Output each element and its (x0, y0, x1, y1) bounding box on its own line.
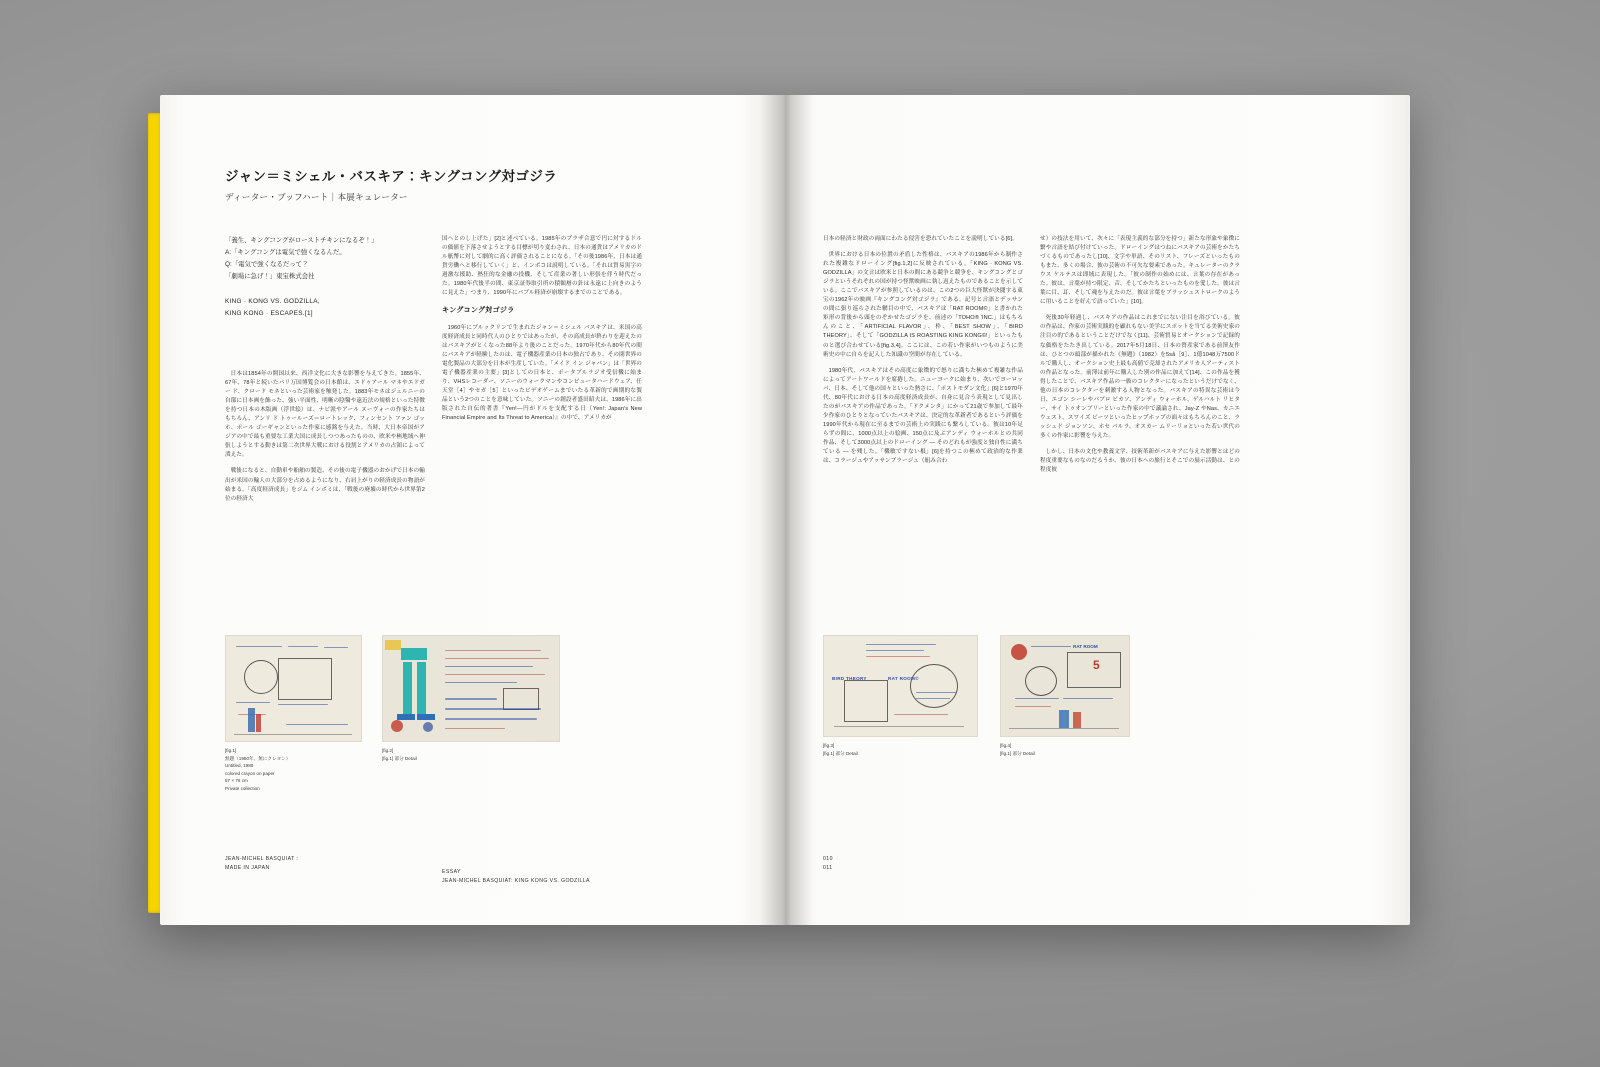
figure-3-caption (823, 742, 976, 757)
figure-4 (1000, 635, 1128, 757)
figure-2-line-1: [fig.1] 部分 Detail (382, 755, 417, 761)
running-head-center (442, 868, 590, 886)
figure-1 (225, 635, 360, 792)
right-column-one (823, 235, 1023, 675)
paragraph: 1980年代、バスキアはその高度に象徴的で怒りに満ちた極めて複雑な作品によってアートワールドを席捲した。ニューヨークに始まり、次いでヨーロッパ、日本、そして他の国々といった熱さに、「ポストモダン文化」[6]と1970年代、80年代における日本の高度経済成長が、自身に見合う表現として見出したのがバスキアの作品であった。「ドクメンタ」にかって21歳で参加して最年少作家のひとりとなっていたバスキアは、決定的な革新者であるという評価を1990年代から現在に至るまでの芸術上の実践にも繋ろしている。彼は10年足らずの間に、1000点以上の絵画、150点に及ぶアンディ ウォーホルとの共同作品、そして3000点以上のドローイング ― そのどれもが強度と独自性に満ちている ― を残した。「機敏ですない根」[6]を持つこの極めて政治的な作業は、コラージュやアッサンブラージュ（組み合わ (823, 367, 1023, 465)
epigraph-line-1: 「養生、キングコングがローストチキンになるぞ！」 (225, 237, 378, 244)
paragraph: 日本の経済と財政の両面にわたる侵害を恐れていたことを説明している[6]。 (823, 236, 1018, 242)
figure-2-label: [fig.2] (382, 748, 394, 753)
essay-subtitle: ディーター・ブッフハート｜本展キュレーター (225, 192, 408, 202)
artwork-text-bird-theory: BIRD THEORY (832, 676, 867, 681)
paragraph: 国へとのし上げた」[2]と述べている。1985年のプラザ合意で円に対するドルの価値を下落させようとする目標が切り変わされ、日本の通貨はアメリカのドル紙幣に対して劇的に高く評価されることになる。「その後1986年、日本は通貨労働へと移行していく」と、インボコは説明している。「それは貿易黒字の過激な援助、熱狂的な金融の投機、そして産業の著しい形張を伴う時代だった。1980年代後半の間、東京証券取引所の積額層の針は永遠に上向きのように見えた」つまり、1990年にバブル経済が崩壊するまでのことである。 (442, 236, 642, 297)
figure-1-image (225, 635, 362, 742)
open-book (160, 95, 1410, 925)
paragraph: 死後30年経過し、バスキアの作品はこれまでにない注目を浴びている。彼の作品は、作家の芸術実践的を顧れもない美学にスポットを当てる美術史家の注目の的であるということだけでなく[11]、芸術貿易とオークションで記録的な価格をたたき出している。2017年5月18日、日本の資産家である前澤友作は、ひとつの頭部が描かれた《無題》（1982）を5så［9］、1億1048万7500ドルで購入し、オークション史上最も高値で売却されたアメリカ人アーティストの作品となった。前澤は前年に購入した別の作品に加えて[14]、この作品を獲得したことで、バスキア作品の一級のコレクターになったというだけでなく、他の日本のコレクターを刺激する人物となった。バスキアの特異な芸術は今日、エゴン シーレやパブロ ピカソ、アンディ ウォーホル、ゲルハルト リヒター、サイ トゥオンブリーといった作家の中で議論され、Jay-Z やNas、カニエ ウェスト、スワイズ ビーツといったヒップホップの面々はもちろんのこと、ラッシェド ジョンソン、ホセ パルラ、オスカー ムリーリョといった若い世代の多くの作家に影響を与えた。 (1040, 315, 1240, 439)
epigraph-line-2: A:「キングコングは電気で強くなるんだ。 (225, 248, 346, 256)
paragraph: 日本は1854年の開国以来、西洋文化に大きな影響を与えてきた。1855年、67年、78年と続いたパリ万国博覧会の日本館は、エドゥアール マネやエドガー ド、クロード モネといった芸術家を触発した。1883年モネはジェルニーの自邸に日本画を飾った、強い平面性、明晰の陰翳や遠近法の規格といった特徴を持つ日本の木版画（浮世絵）は、ナビ派やアール ヌーヴォーの作家たちはもちろん、アンリ ド トゥールーズ＝ロートレック、フィンセント ファン ゴッホ、ポール ゴーギャンといった作家に感銘を与えた。当時、大日本帝国がアジアの中で最も重要な工業大国に成長しつつあったものの、欧米や極地域へ伸張しようとする動きは第二次世界大戦における役割とアメリカの占領によって潰えた。 (225, 371, 425, 459)
paragraph: しかし、日本の文化や教養文学、技術革新がバスキアに与えた影響とはどの程度重要なものなのだろうか、彼の日本への旅行とそこでの展示活動は、との程度彼 (1040, 449, 1240, 474)
figure-1-line-5: Private collection (225, 785, 260, 791)
figure-1-caption (225, 747, 360, 792)
figure-1-line-4: 57 × 76 cm (225, 778, 248, 784)
figure-3-label: [fig.3] (823, 743, 835, 748)
epigraph-line-4: 「劇場に急げ！」東宝株式会社 (225, 272, 315, 280)
right-page (785, 95, 1410, 925)
figure-1-line-2: Untitled, 1980 (225, 763, 254, 769)
figure-3-image (823, 635, 978, 737)
figure-2-image (382, 635, 560, 742)
figure-2 (382, 635, 558, 762)
left-page (160, 95, 785, 925)
right-column-two (1040, 235, 1240, 675)
artwork-text-rat-room: RAT ROOM© (888, 676, 919, 681)
artwork-text-rat-room-detail: RAT ROOM (1073, 644, 1098, 649)
left-column-one (225, 370, 425, 670)
figure-4-image (1000, 635, 1130, 737)
figure-3 (823, 635, 976, 757)
folio-number-left: 010 (823, 856, 833, 862)
left-column-two (442, 235, 642, 675)
running-head-center-line-2: JEAN-MICHEL BASQUIAT: KING KONG VS. GODZILLA (442, 877, 590, 884)
figure-2-caption (382, 747, 558, 762)
paragraph: 戦後になると、自動車や船舶の製造、その後の電子機器のおかげで日本の輸出が米国の輸入の大部分を占めるようになり、右肩上がりの経済成長の物語が始まる。「高度経済成長」をジム インボミは、「戦後の廃墟の時代から世界第2位の経済大 (225, 468, 425, 502)
essay-title: ジャン＝ミシェル・バスキア：キングコング対ゴジラ (225, 169, 558, 184)
running-head-center-line-1: ESSAY (442, 869, 461, 875)
figure-4-caption (1000, 742, 1128, 757)
running-head-left (225, 855, 298, 873)
figure-1-line-1: 無題（1980年、無にクレヨン） (225, 755, 291, 761)
epigraph-line-3: Q:「電気で強くなるだって？ (225, 260, 309, 268)
artwork-text-numeral: 5 (1093, 658, 1100, 672)
running-head-left-line-1: JEAN-MICHEL BASQUIAT : (225, 856, 299, 862)
section-subheading: キングコング対ゴジラ (442, 307, 515, 315)
epigraph-block (225, 235, 425, 320)
folio-number-right: 011 (823, 864, 833, 871)
paragraph: 1960年にブルックリンで生まれたジャン＝ミシェル バスキアは、米国の高度経済成長と同時代人のひとりではあったが、その高成長が終わりを迎えたのはバスキアがとくなった88年より後のことだった。1970年代から80年代の間にバスキアが経験したのは、電子機器産業の日本の独占であり、その閉世界の電化製品の大部分を日本が生産していた。「メイド イン ジャパン」は「世界の電子機器産業の主要」[3]としての日本と、ポータブルラジオ受信機に始まり、VHSレコーダー、ソニーのウォークマンやコンピュータハードウェア、任天堂［4］やセガ［5］といったビデオゲームまでいたる革新的で画期的な製品という2つのことを意味していた。ソニーの創設者盛田昭夫は、1986年に出版された自伝的著書『Yen!―円がドルを支配する日（Yen!: Japan's New Financial Empire and Its Threat to America）』の中で、アメリカが (442, 324, 643, 422)
figure-1-line-3: colored crayon on paper (225, 770, 275, 776)
figure-1-label: [fig.1] (225, 748, 237, 753)
epigraph-romanji-1: KING · KONG VS. GODZILLA, (225, 298, 320, 306)
epigraph-romanji-2: KING KONG · ESCAPES.[1] (225, 310, 313, 318)
figure-4-line-1: [fig.1] 部分 Detail (1000, 750, 1035, 756)
figure-3-line-1: [fig.1] 部分 Detail (823, 750, 858, 756)
running-head-left-line-2: MADE IN JAPAN (225, 864, 270, 871)
paragraph: せ）の技法を用いて、次々に「表現主義的な部分を持つ」新たな形象や象徴に繋や言語を結び付けていった。ドローイングはつねにバスキアの芸術をかたちづくるものであったし[10]、文字や単語、そのリスト、フレーズといったものもまた、多くの場合、彼の芸術の不可欠な要素であった。キュレーターのクラウス ケルテスは即域に表現した。「彼の制作の始めには、言葉の存在があった。彼は、言葉が持つ限定、音、そしてかたちといったものを愛した。彼は言葉に目、耳、そして魂を与えたのだ。彼は言葉をブラッシュストロークのように用いることを好んで語っていた」[10]。 (1040, 236, 1240, 306)
figure-4-label: [fig.4] (1000, 743, 1012, 748)
folio-numbers (823, 855, 833, 873)
paragraph: 世界における日本の位置の矛盾した性格は、バスキアの1986年から制作された複雑なドローイング[fig.1,2]に反映されている。「KING · KONG VS. GODZILLA」の文言は欧米と日本の間にある競争と競争を、キングコングとゴジラというそれぞれの国が持つ怪獣映画に執し返えたものであることを示している。ここでバスキアが参照しているのは、この2つの巨大怪獣が決闘する東宝の1962年の映画『キングコング対ゴジラ』である。記号と言語とデッサンの間に張り巡らされた網目の中で、バスキアは「RAT ROOM©」と書かれた矩形の背後から頭をのぞかせたゴジラを、前述の「TOHO® 'INC.」はもちろんのこと、「ARTIFICIAL FLAVOR」、枠、「BEST SHOW」、「BIRD THEORY」、そして「GODZILLA IS ROASTING KING KONG©!」といったものと選び合わせている[fig.3,4]。ここには、この若い作家がいつものように美術史の中に自らを記入した知識の空間が存在している。 (823, 252, 1023, 358)
